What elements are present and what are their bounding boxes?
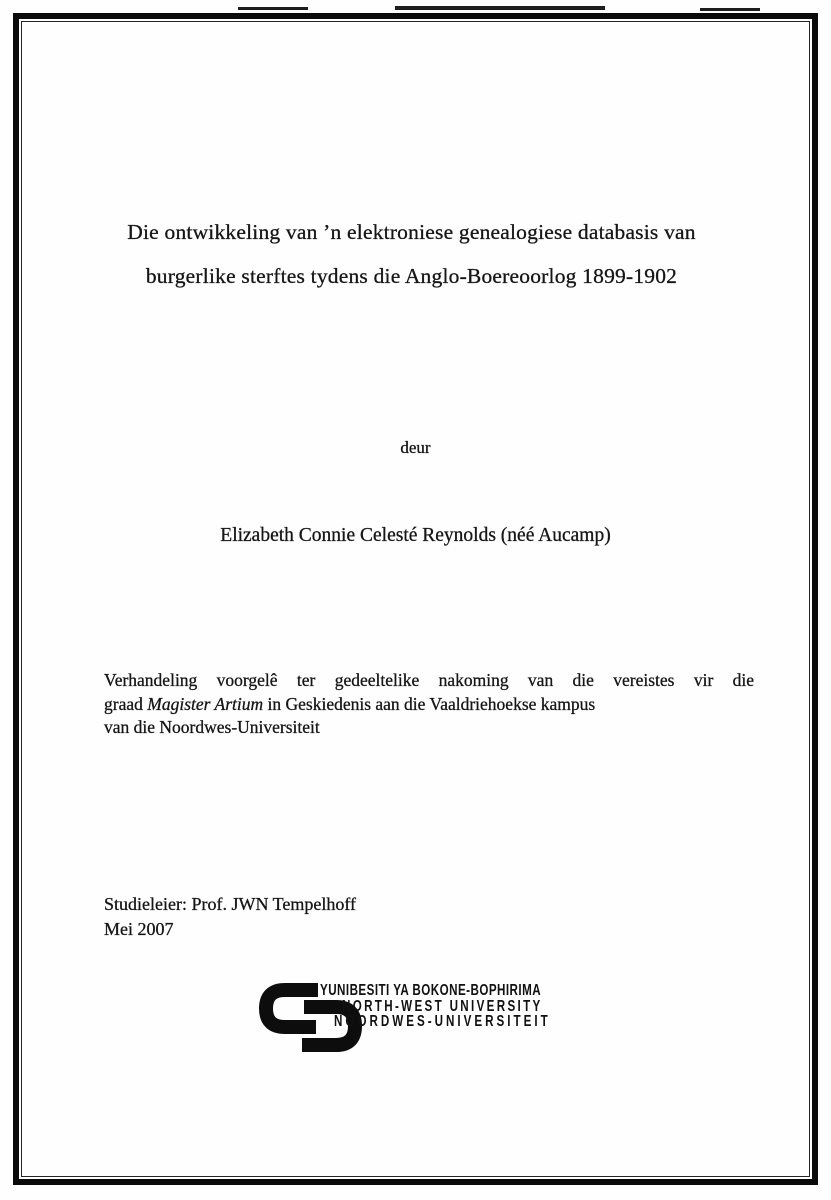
author-name: Elizabeth Connie Celesté Reynolds (néé Aucamp) [220,525,611,546]
date-line: Mei 2007 [104,918,174,939]
degree-statement-line-2 [104,693,754,717]
scan-artifact [238,7,308,10]
thesis-title-line-1: Die ontwikkeling van ’n elektroniese genealogiese databasis van [127,220,696,244]
logo-text-english: NORTH-WEST UNIVERSITY [342,997,543,1015]
byline-label: deur [400,438,431,457]
degree-name-italic: Magister Artium [147,693,264,714]
thesis-title-line-2: burgerlike sterftes tydens die Anglo-Boereoorlog 1899-1902 [145,264,678,288]
scan-artifact [395,6,605,10]
supervisor-line: Studieleier: Prof. JWN Tempelhoff [104,894,357,914]
logo-text-afrikaans: NOORDWES-UNIVERSITEIT [334,1013,551,1030]
logo-text-setswana: YUNIBESITI YA BOKONE-BOPHIRIMA [320,982,542,999]
supervisor-block [104,892,356,941]
degree-statement-line-2-pre: graad [104,693,148,714]
thesis-title [0,210,823,298]
degree-statement-line-1: Verhandeling voorgelê ter gedeeltelike nakoming van die vereistes vir die [104,670,754,690]
scan-artifact [700,8,760,11]
degree-statement [104,669,754,740]
degree-statement-line-3: van die Noordwes-Universiteit [104,717,320,738]
degree-statement-line-2-post: in Geskiedenis aan die Vaaldriehoekse kampus [263,693,596,714]
